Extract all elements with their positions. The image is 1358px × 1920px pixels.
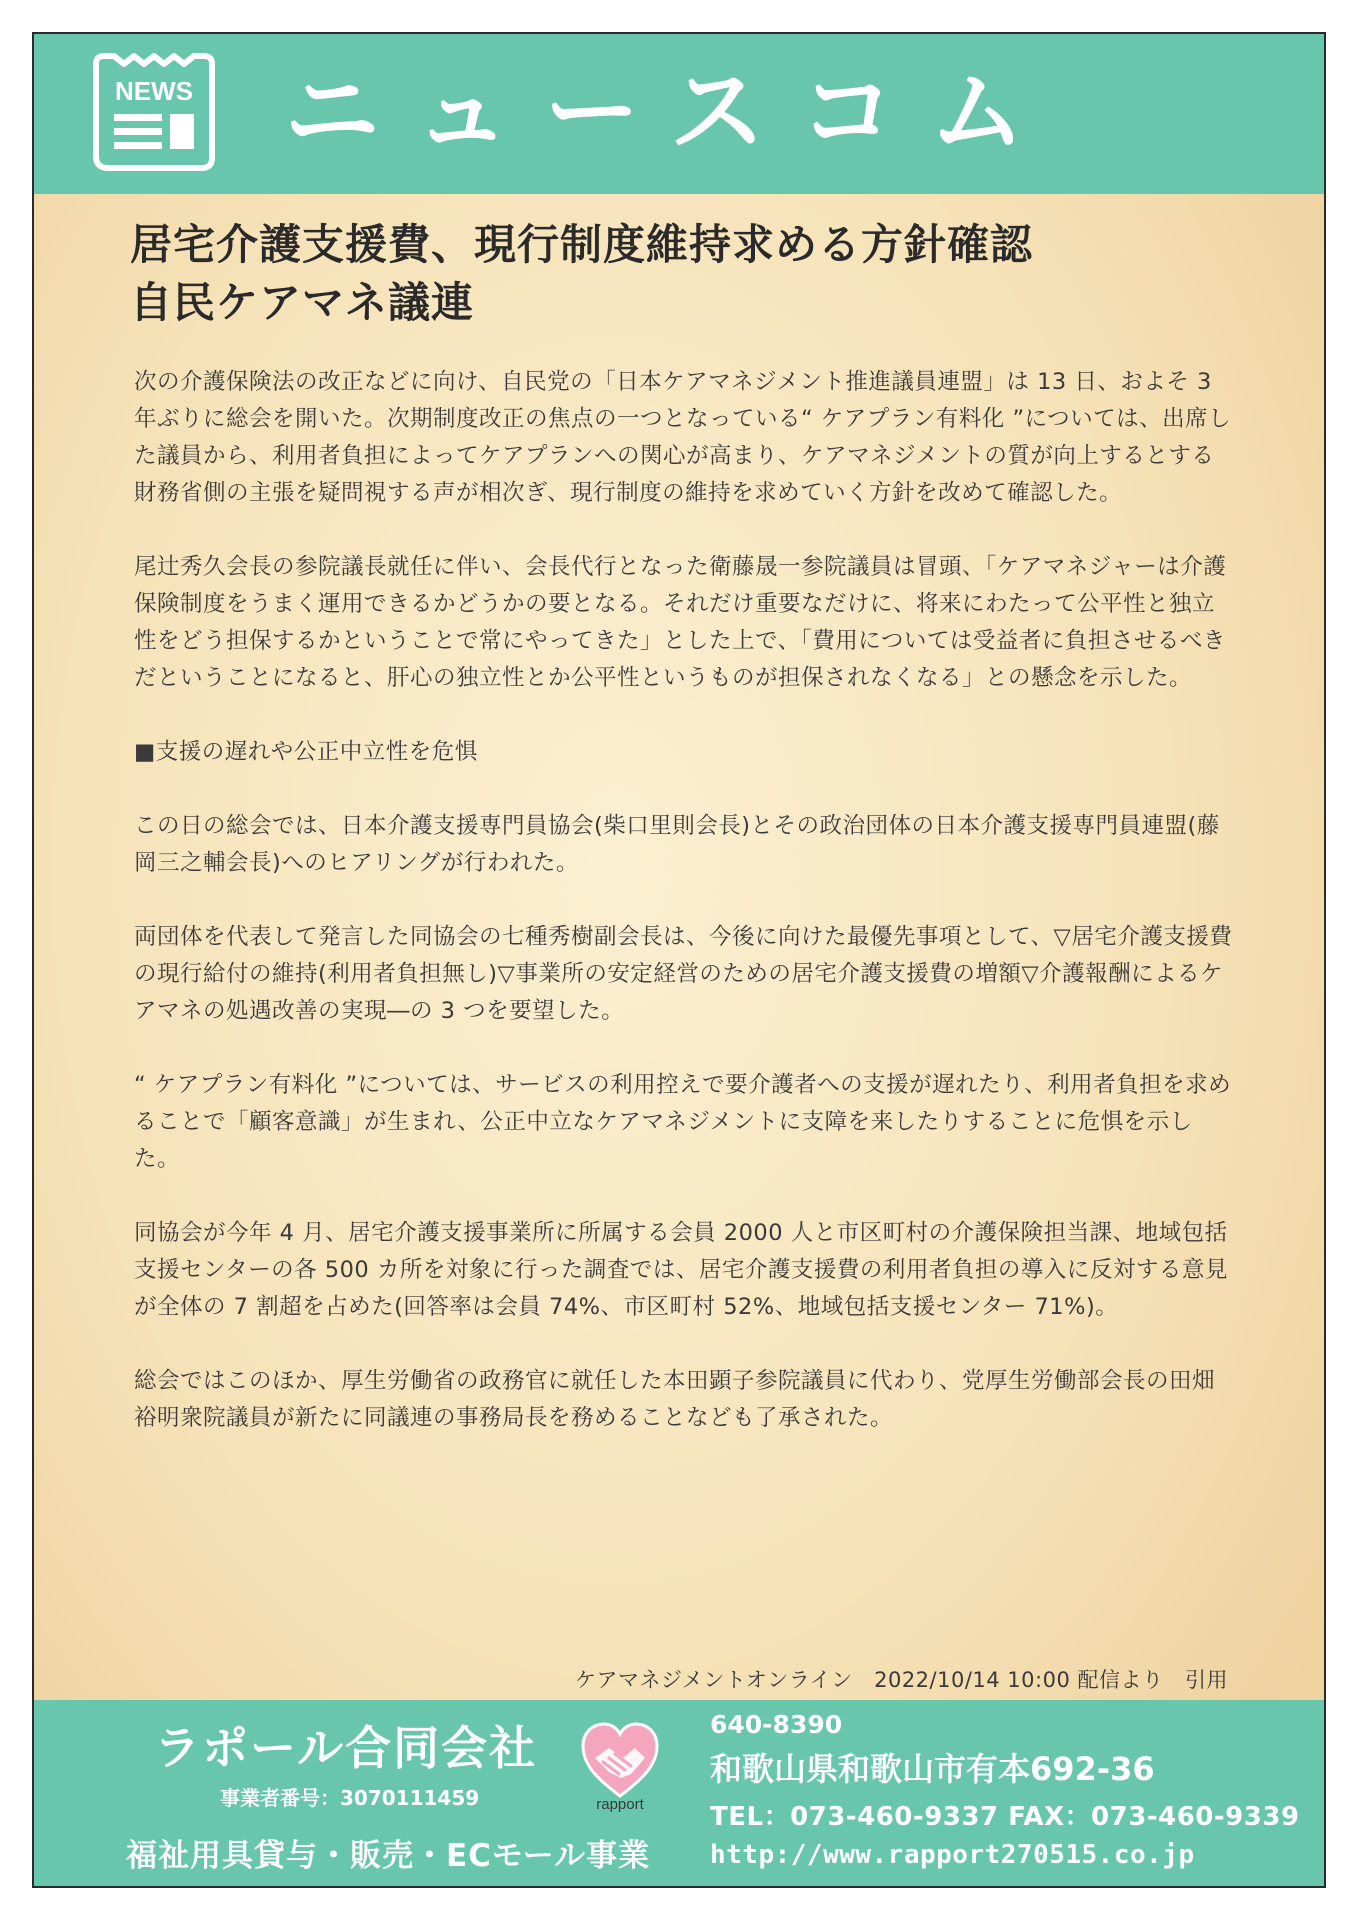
website-url[interactable]: http://www.rapport270515.co.jp — [710, 1840, 1195, 1870]
registration-label: 事業者番号： — [220, 1786, 340, 1810]
header-banner — [34, 34, 1324, 194]
registration-value: 3070111459 — [340, 1786, 480, 1810]
registration-number — [220, 1782, 479, 1811]
company-address: 和歌山県和歌山市有本692-36 — [710, 1750, 1155, 1788]
source-citation: ケアマネジメントオンライン 2022/10/14 10:00 配信より 引用 — [574, 1668, 1228, 1692]
company-name: ラポール合同会社 — [154, 1721, 538, 1775]
article-paragraph: 総会ではこのほか、厚生労働省の政務官に就任した本田顕子参院議員に代わり、党厚生労働部会長の田畑裕明衆院議員が新たに同議連の事務局長を務めることなども了承された。 — [134, 1368, 1216, 1431]
article-paragraph: 同協会が今年 4 月、居宅介護支援事業所に所属する会員 2000 人と市区町村の介護保険担当課、地域包括支援センターの各 500 カ所を対象に行った調査では、居宅介護支援費の利用者負担の導入に反対する意見が全体の 7 割超を占めた(回答率は会員 74%、市区町村 52%、地域包括支援センター 71%)。 — [134, 1220, 1228, 1320]
article-paragraph: “ ケアプラン有料化 ”については、サービスの利用控えで要介護者への支援が遅れたり、利用者負担を求めることで「顧客意識」が生まれ、公正中立なケアマネジメントに支障を来したりすることに危惧を示した。 — [134, 1072, 1232, 1172]
article-paragraph: 次の介護保険法の改正などに向け、自民党の「日本ケアマネジメント推進議員連盟」は 13 日、およそ 3 年ぶりに総会を開いた。次期制度改正の焦点の一つとなっている“ ケアプラン有料化 ”については、出席した議員から、利用者負担によってケアプランへの関心が高まり、ケアマネジメントの質が向上するとする財務省側の主張を疑問視する声が相次ぎ、現行制度の維持を求めていく方針を改めて確認した。 — [134, 369, 1232, 506]
article-body — [134, 364, 1234, 1474]
phone-fax-numbers: TEL：073-460-9337 FAX：073-460-9339 — [710, 1802, 1300, 1832]
footer-banner — [34, 1700, 1324, 1888]
logo-wordmark: rapport — [596, 1796, 644, 1813]
newspaper-icon — [92, 50, 220, 174]
headline-line-2: 自民ケアマネ議連 — [130, 278, 475, 327]
postal-code: 640-8390 — [710, 1710, 843, 1739]
article-subheading: ■支援の遅れや公正中立性を危惧 — [134, 739, 478, 765]
handshake-heart-logo-icon — [579, 1718, 661, 1804]
headline-line-1: 居宅介護支援費、現行制度維持求める方針確認 — [130, 220, 1034, 269]
article-paragraph: 両団体を代表して発言した同協会の七種秀樹副会長は、今後に向けた最優先事項として、▽居宅介護支援費の現行給付の維持(利用者負担無し)▽事業所の安定経営のための居宅介護支援費の増額▽介護報酬によるケアマネの処遇改善の実現―の 3 つを要望した。 — [134, 924, 1233, 1024]
masthead-title: ニュースコム — [284, 56, 1060, 168]
page-frame — [32, 32, 1326, 1888]
article-paragraph: 尾辻秀久会長の参院議長就任に伴い、会長代行となった衛藤晟一参院議員は冒頭、「ケアマネジャーは介護保険制度をうまく運用できるかどうかの要となる。それだけ重要なだけに、将来にわたって公平性と独立性をどう担保するかということで常にやってきた」とした上で、「費用については受益者に負担させるべきだということになると、肝心の独立性とか公平性というものが担保されなくなる」との懸念を示した。 — [134, 554, 1227, 691]
article-headline — [130, 216, 1240, 332]
news-icon-label: NEWS — [115, 76, 193, 106]
article-paragraph: この日の総会では、日本介護支援専門員協会(柴口里則会長)とその政治団体の日本介護支援専門員連盟(藤岡三之輔会長)へのヒアリングが行われた。 — [134, 813, 1220, 876]
business-description: 福祉用具貸与・販売・ECモール事業 — [126, 1838, 651, 1874]
